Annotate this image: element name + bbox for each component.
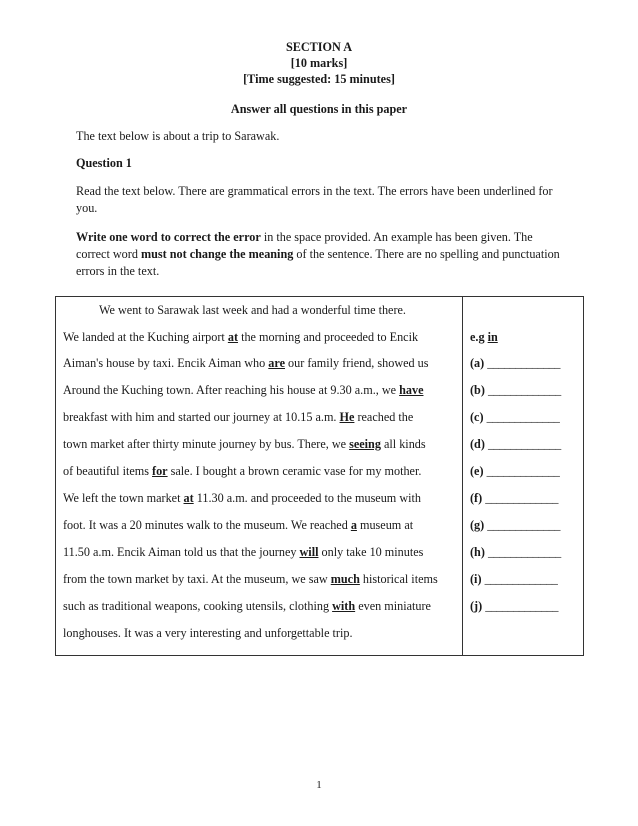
answer-i[interactable]: (i) _____________: [470, 572, 558, 586]
read-instruction: Read the text below. There are grammatical errors in the text. The errors have been underlined for you.: [76, 184, 553, 215]
error-word: with: [332, 599, 356, 613]
error-word: He: [339, 410, 355, 424]
passage-line: We went to Sarawak last week and had a wonderful time there.: [99, 303, 406, 317]
error-word: are: [268, 356, 285, 370]
page-number: 1: [316, 779, 322, 791]
answer-g[interactable]: (g) _____________: [470, 518, 560, 532]
paper-instruction: Answer all questions in this paper: [230, 102, 408, 116]
section-title: SECTION A: [285, 40, 353, 54]
example-word: in: [487, 330, 498, 344]
passage-line: 11.50 a.m. Encik Aiman told us that the journey will only take 10 minutes: [63, 545, 424, 559]
passage-line: Around the Kuching town. After reaching his house at 9.30 a.m., we have: [63, 383, 424, 397]
passage-line: longhouses. It was a very interesting and unforgettable trip.: [63, 626, 353, 640]
passage-line: town market after thirty minute journey by bus. There, we seeing all kinds: [63, 437, 426, 451]
error-word: a: [350, 518, 357, 532]
table-divider: [462, 296, 463, 656]
write-instruction-bold-1: Write one word to correct the error: [76, 230, 261, 244]
answer-d[interactable]: (d) _____________: [470, 437, 561, 451]
error-word: at: [227, 330, 239, 344]
passage-line: Aiman's house by taxi. Encik Aiman who are our family friend, showed us: [63, 356, 429, 370]
passage-line: from the town market by taxi. At the museum, we saw much historical items: [63, 572, 438, 586]
answer-f[interactable]: (f) _____________: [470, 491, 558, 505]
answer-j[interactable]: (j) _____________: [470, 599, 558, 613]
passage-line: of beautiful items for sale. I bought a brown ceramic vase for my mother.: [63, 464, 422, 478]
passage-line: We landed at the Kuching airport at the morning and proceeded to Encik: [63, 330, 419, 344]
question-title: Question 1: [76, 156, 132, 170]
write-instruction-text-2: of the sentence. There are no spelling and punctuation errors in the text.: [76, 247, 560, 278]
write-instruction: [76, 229, 562, 280]
error-word: have: [399, 383, 424, 397]
answer-e[interactable]: (e) _____________: [470, 464, 560, 478]
answer-c[interactable]: (c) _____________: [470, 410, 560, 424]
intro-text: The text below is about a trip to Sarawak.: [76, 129, 280, 143]
answer-b[interactable]: (b) _____________: [470, 383, 561, 397]
error-word: for: [152, 464, 168, 478]
example-answer: e.g in: [470, 330, 498, 344]
error-word: seeing: [349, 437, 381, 451]
error-word: at: [183, 491, 194, 505]
passage-line: foot. It was a 20 minutes walk to the museum. We reached a museum at: [63, 518, 414, 532]
marks-label: [10 marks]: [290, 56, 348, 70]
passage-line: such as traditional weapons, cooking utensils, clothing with even miniature: [63, 599, 431, 613]
write-instruction-bold-2: must not change the meaning: [140, 247, 294, 261]
write-instruction-text-1: in the space provided. An example has been given. The correct word: [76, 230, 533, 261]
error-word: will: [299, 545, 319, 559]
passage-line: breakfast with him and started our journey at 10.15 a.m. He reached the: [63, 410, 414, 424]
answer-a[interactable]: (a) _____________: [470, 356, 560, 370]
answer-h[interactable]: (h) _____________: [470, 545, 561, 559]
passage-line: We left the town market at 11.30 a.m. and proceeded to the museum with: [63, 491, 422, 505]
error-word: much: [330, 572, 360, 586]
time-suggested: [Time suggested: 15 minutes]: [243, 72, 395, 86]
